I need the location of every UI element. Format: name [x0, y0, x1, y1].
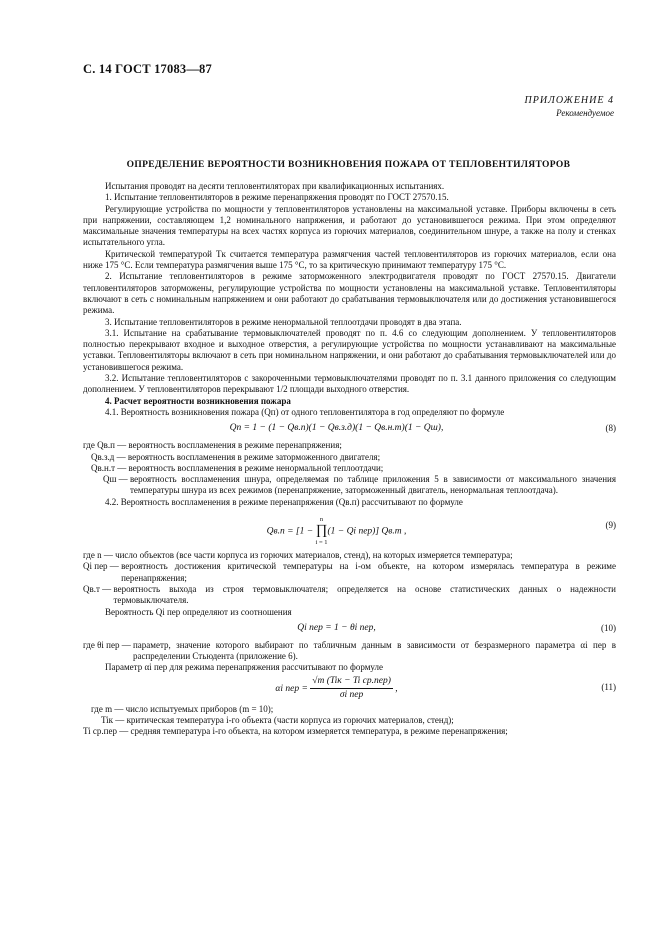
- equation-8-number: (8): [605, 423, 616, 434]
- where-list-9: [83, 550, 616, 606]
- where-text: средняя температура i-го объекта, на котором измеряется температура, в режиме перенапряжения;: [130, 726, 508, 737]
- equation-8-expression: Qп = 1 − (1 − Qв.п)(1 − Qв.з.д)(1 − Qв.н.т)(1 − Qш),: [229, 423, 444, 434]
- equation-11-fraction: [310, 676, 393, 702]
- where-text: вероятность воспламенения в режиме перенапряжения;: [128, 440, 342, 451]
- where-key: где θi пер —: [83, 639, 131, 650]
- paragraph-3-2: 3.2. Испытание тепловентиляторов с закороченными термовыключателями проводят по п. 3.1 данного приложения со следующим дополнением. У тепловентиляторов перекрывают 1/2 площади выходного отверстия.: [83, 373, 616, 395]
- equation-9-expression: [83, 514, 590, 549]
- where-text: вероятность воспламенения в режиме заторможенного двигателя;: [127, 451, 381, 462]
- product-operator: [316, 514, 328, 549]
- document-title: ОПРЕДЕЛЕНИЕ ВЕРОЯТНОСТИ ВОЗНИКНОВЕНИЯ ПОЖАРА ОТ ТЕПЛОВЕНТИЛЯТОРОВ: [126, 160, 571, 170]
- equation-11-tail: ,: [395, 683, 398, 694]
- fraction-denominator: σi пер: [339, 689, 364, 700]
- where-key: где Qв.п —: [83, 440, 127, 451]
- equation-9: [83, 508, 616, 550]
- where-key: Qв.з.д —: [91, 451, 126, 462]
- paragraph-2: 2. Испытание тепловентиляторов в режиме заторможенного электродвигателя проводят по ГОСТ 27570.15. Двигатели тепловентиляторов заторможены, регулирующие устройства по мощности установлены на максимальной уставке. Тепловентиляторы включают в сеть с номинальным напряжением и они работают до срабатывания термовыключателя или до достижения установившегося режима.: [83, 271, 616, 316]
- where-text: вероятность достижения критической температуры на i-ом объекте, на котором измерялась температура в режиме перенапряжения;: [121, 561, 616, 583]
- paragraph-4-2: 4.2. Вероятность воспламенения в режиме перенапряжения (Qв.п) рассчитывают по формуле: [105, 496, 463, 507]
- where-text: вероятность воспламенения шнура, определяемая по таблице приложения 5 в зависимости от максимального значения температуры шнура из всех режимов (перенапряжение, заторможенный двигатель, ненормальная теплоотдача).: [129, 474, 616, 496]
- where-key: где n —: [83, 550, 113, 561]
- equation-11-lhs: αi пер =: [275, 683, 308, 694]
- paragraph-intro: Испытания проводят на десяти тепловентиляторах при квалификационных испытаниях.: [105, 181, 445, 191]
- equation-10-expression: Qi пер = 1 − θi пер,: [297, 622, 376, 633]
- equation-11-expression: [83, 676, 590, 702]
- paragraph-1a: Регулирующие устройства по мощности у тепловентиляторов установлены на максимальной уставке. Приборы включены в сеть при напряжении, составляющем 1,2 номинального напряжения, и работают до установившегося режима. При этом определяют максимальные значения температуры на всех частях корпуса из горючих материалов, соединительном шнуре, а также на полу и стенках испытательного угла.: [83, 203, 616, 248]
- where-text: вероятность выхода из строя термовыключателя; определяется на основе статистических данных о надежности термовыключателя.: [113, 583, 616, 606]
- where-key: Tiк —: [101, 714, 125, 725]
- fraction-numerator: √m (Tiк − Ti ср.пер): [310, 676, 393, 689]
- product-symbol: ∏: [315, 523, 328, 539]
- where-list-10: [83, 640, 616, 663]
- section-heading-4-text: 4. Расчет вероятности возникновения пожара: [105, 395, 291, 406]
- where-item: [83, 550, 616, 561]
- equation-10-number: (10): [601, 622, 616, 633]
- paragraph-alpha: Параметр αi пер для режима перенапряжения рассчитывают по формуле: [105, 662, 384, 673]
- product-lower-limit: i = 1: [315, 539, 328, 547]
- section-heading-4: [83, 396, 616, 407]
- equation-9-lhs: Qв.п = [1 −: [266, 526, 316, 537]
- paragraph-probability: Вероятность Qi пер определяют из соотношения: [105, 606, 292, 617]
- equation-9-rhs: (1 − Qi пер)] Qв.т ,: [327, 526, 407, 537]
- where-item: [83, 640, 616, 663]
- where-item: [83, 726, 616, 737]
- paragraph-3-1: 3.1. Испытание на срабатывание термовыключателей проводят по п. 4.6 со следующим дополнением. У тепловентиляторов полностью перекрывают входное и выходное отверстия, а регулирующие устройства по мощности устанавливают на максимальные уставки. Тепловентиляторы включают в сеть при номинальном напряжении, и они работают до срабатывания термовыключателей или до установившегося режима.: [83, 327, 616, 372]
- equation-10: [83, 618, 616, 640]
- equation-11-number: (11): [601, 681, 616, 692]
- where-key: Qi пер —: [83, 561, 119, 572]
- where-text: параметр, значение которого выбирают по табличным данным в зависимости от безразмерного параметра αi пер в распределении Стьюдента (приложение 6).: [132, 639, 616, 662]
- paragraph-4-1: 4.1. Вероятность возникновения пожара (Qп) от одного тепловентилятора в год определяют по формуле: [105, 406, 505, 417]
- appendix-number: ПРИЛОЖЕНИЕ 4: [524, 95, 614, 106]
- document-body: [83, 181, 616, 738]
- where-list-11: [83, 704, 616, 738]
- where-text: число объектов (все части корпуса из горючих материалов, стенд), на которых измеряется температура;: [115, 550, 513, 561]
- where-item: [83, 463, 616, 474]
- where-item: [83, 440, 616, 451]
- where-key: Ti ср.пер —: [83, 726, 129, 737]
- paragraph-3: 3. Испытание тепловентиляторов в режиме ненормальной теплоотдачи проводят в два этапа.: [105, 316, 462, 327]
- where-item: [83, 474, 616, 497]
- product-upper-limit: n: [319, 516, 324, 524]
- paragraph-1: 1. Испытание тепловентиляторов в режиме перенапряжения проводят по ГОСТ 27570.15.: [105, 192, 449, 203]
- where-item: [83, 452, 616, 463]
- where-text: критическая температура i-го объекта (части корпуса из горючих материалов, стенд);: [126, 714, 454, 725]
- appendix-label: [525, 95, 615, 119]
- where-item: [83, 561, 616, 584]
- where-list-8: [83, 440, 616, 496]
- equation-9-number: (9): [605, 520, 616, 531]
- where-item: [83, 704, 616, 715]
- where-item: [83, 584, 616, 607]
- page-header: С. 14 ГОСТ 17083—87: [83, 62, 212, 76]
- paragraph-1b: Критической температурой Tк считается температура размягчения частей тепловентиляторов из горючих материалов, если она ниже 175 °С. Если температура размягчения выше 175 °С, то за критическую принимают температуру 175 °С.: [83, 248, 616, 271]
- where-text: вероятность воспламенения в режиме ненормальной теплоотдачи;: [128, 462, 384, 473]
- where-key: Qш —: [103, 474, 128, 485]
- where-item: [83, 715, 616, 726]
- equation-8: [83, 418, 616, 440]
- equation-11: [83, 674, 616, 704]
- where-key: Qв.н.т —: [91, 462, 127, 473]
- where-key: где m —: [91, 703, 124, 714]
- where-key: Qв.т —: [83, 583, 112, 594]
- where-text: число испытуемых приборов (m = 10);: [125, 703, 274, 714]
- appendix-status: Рекомендуемое: [556, 108, 614, 118]
